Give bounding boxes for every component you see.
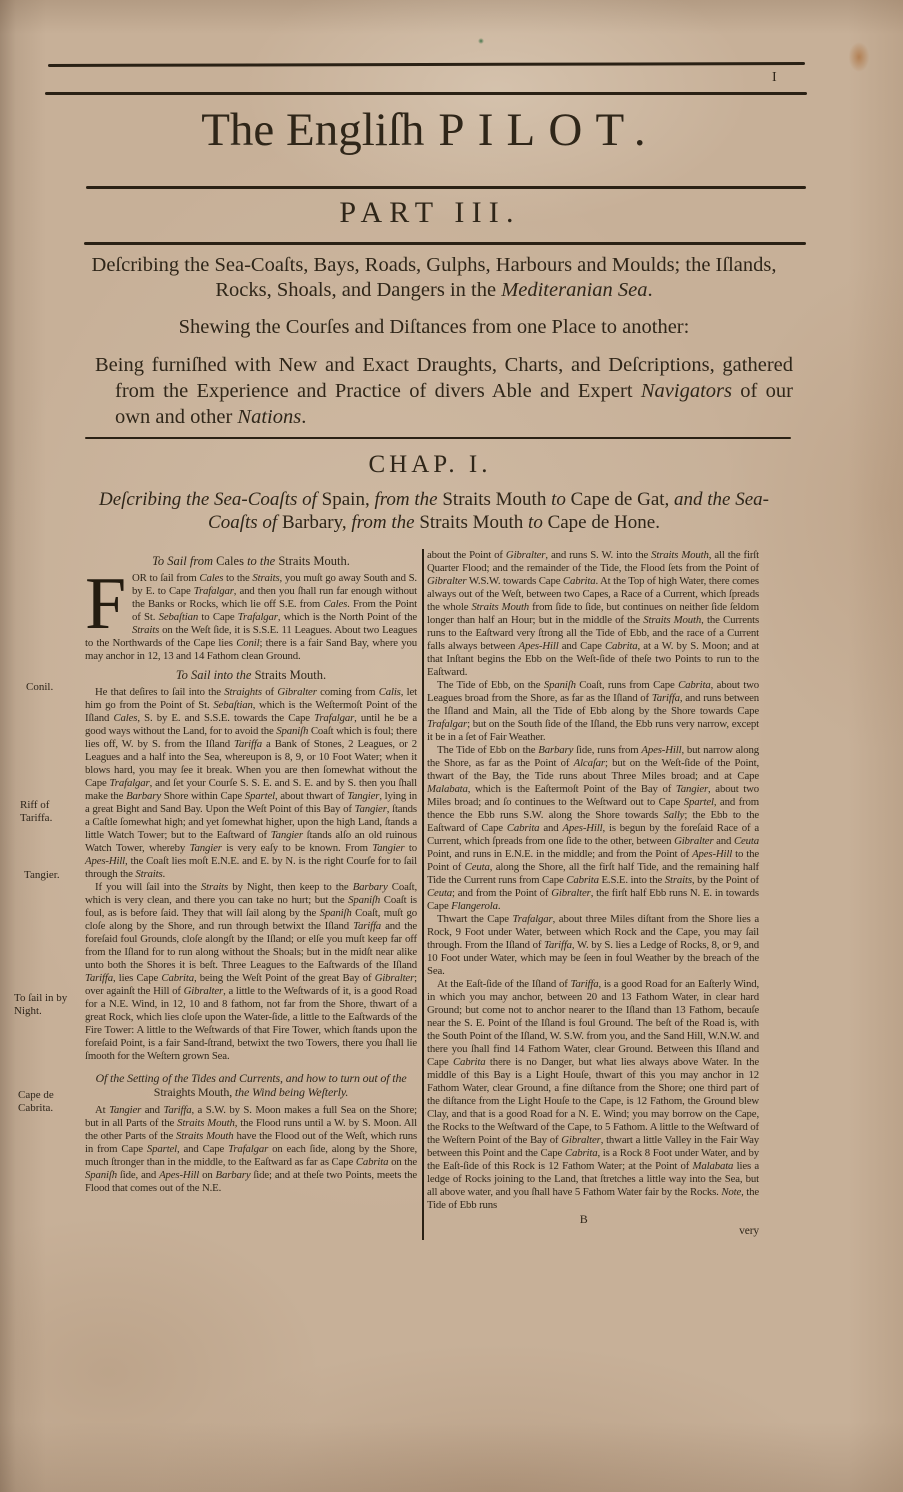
- part-heading: PART III.: [339, 196, 521, 229]
- margin-note-cape-de-cabrita: Cape de Cabrita.: [18, 1089, 54, 1114]
- margin-note-riff-of-tariffa: Riff of Tariffa.: [20, 799, 53, 824]
- column-divider-rule: [422, 549, 424, 1240]
- section-heading-tides-currents: Of the Setting of the Tides and Currents, and how to turn out of the Straights Mouth, the Wind being Weſterly.: [95, 1071, 407, 1099]
- text-columns: [85, 549, 759, 1240]
- paragraph-east-side-tariffa: At the Eaſt-ſide of the Iſland of Tariffa, is a good Road for an Eaſterly Wind, in which you may anchor, between 20 and 13 Fathom Water, in clear hard Ground; but come not to anchor nearer to the Iſland than 13 Fathom, becauſe near the S. E. Point of the Iſland is foul Ground. The beſt of the Road is, with the South Point of the Iſland, W. S.W. from you, and the Sand Hill, W.N.W. and there you ſhall find 14 Fathom Water, clear Ground. Between this Iſland and Cape Cabrita there is no Danger, but what lies always above Water. In the middle of this Bay is a Light Houſe, thwart of this you may anchor in 12 Fathom Water, clear Ground, a fine diſtance from the Shore; one third part of the diſtance from the Light Houſe to the Cape, is 12 Fathom, the Ground blew Clay, and that is a good Road for a N. E. Wind; you may borrow on the Cape, the Rocks to the Weſtward of the Cape, to 5 Fathom. A little to the Weſtward of the Weſtern Point of the Bay of Gibralter, thwart a little Valley in the Fair Way between this Point and the Cape Cabrita, is a Rock 8 Foot under Water, and by the Eaſt-ſide of this Rock is 12 Fathom Water; at the Point of Malabata lies a ledge of Rocks joining to the Land, that ſtretches a little way into the Sea, but all above water, and you ſhall have 5 Fathom Water fair by the Rocks. Note, the Tide of Ebb runs: [427, 978, 760, 1211]
- head-rule-bottom: [45, 92, 807, 95]
- head-rule-top: [48, 62, 805, 67]
- chapter-divider-rule: [85, 437, 791, 439]
- subtitle-being-furnished: Being furniſhed with New and Exact Draughts, Charts, and Deſcriptions, gathered from the Experience and Practice of divers Able and Expert Navigators of our own and other Nations.: [95, 354, 793, 428]
- paragraph-tide-ebb-spanish: The Tide of Ebb, on the Spaniſh Coaſt, runs from Cape Cabrita, about two Leagues broad from the Shore, as far as the Iſland of Tariffa, and runs between the Iſland and Main, all the Tide of Ebb along by the Shore towards Cape Trafalgar; but on the South ſide of the Iſland, the Ebb runs very narrow, except it be in a ſet of Fair Weather.: [427, 679, 760, 743]
- paragraph-tangier-tariffa-moon: At Tangier and Tariffa, a S.W. by S. Moon makes a full Sea on the Shore; but in all Parts of the Straits Mouth, the Flood runs until a W. by S. Moon. All the other Parts of the Straits Mouth have the Flood out of the Weſt, which runs in from Cape Spartel, and Cape Trafalgar on each ſide, along by the Shore, much ſtronger than in the middle, to the Eaſtward as far as Cape Cabrita on the Spaniſh ſide, and Apes-Hill on Barbary ſide; and at theſe two Points, meets the Flood that comes out of the N.E.: [85, 1104, 418, 1194]
- signature-mark: B: [579, 1212, 588, 1226]
- drop-cap: F: [85, 563, 127, 645]
- subtitle-shewing: Shewing the Courſes and Diſtances from one Place to another:: [178, 316, 690, 338]
- section-heading-sail-into-straits: To Sail into the Straits Mouth.: [175, 668, 327, 682]
- book-title: [85, 103, 775, 157]
- paragraph-tide-ebb-barbary: The Tide of Ebb on the Barbary ſide, runs from Apes-Hill, but narrow along the Shore, as far as the Point of Alcaſar; but on the Weſt-ſide of the Point, thwart of the Bay, the Tide runs about Three Miles broad; and at Cape Malabata, which is the Eaſtermoſt Point of the Bay of Tangier, about two Miles broad; and ſo continues to the Weſtward out to Cape Spartel, and from thence the Ebb runs S.W. along the Shore towards Sally; the Ebb to the Eaſtward of Cape Cabrita and Apes-Hill, is begun by the foreſaid Race of a Current, which ſpreads from one ſide to the other, between Gibralter and Ceuta Point, and runs in E.N.E. in the middle; and from the Point of Apes-Hill to the Point of Ceuta, along the Shore, all the firſt half Tide, and the remaining half Tide the Current runs from Cape Cabrita E.S.E. into the Straits, by the Point of Ceuta; and from the Point of Gibralter, the firſt half Ebb runs N. E. in towards Cape Flangerola.: [427, 744, 759, 912]
- margin-note-conil: Conil.: [26, 681, 54, 693]
- paragraph-thwart-cape-trafalgar: Thwart the Cape Trafalgar, about three Miles diſtant from the Shore lies a Rock, 9 Foot under Water, between which Rock and the Cape, you may ſail through. From the Iſland of Tariffa, W. by S. lies a Ledge of Rocks, 8, or 9, and 10 Foot under Water, which may be ſeen in foul Weather by the breach of the Sea.: [427, 913, 759, 977]
- margin-note-tangier: Tangier.: [24, 869, 60, 881]
- right-column: [427, 549, 759, 1240]
- margin-note-sail-by-night: To ſail in by Night.: [14, 992, 68, 1017]
- book-title-caps: PILOT.: [438, 104, 659, 156]
- paragraph-sail-from-cales-text: OR to ſail from Cales to the Straits, you muſt go away South and S. by E. to Cape Trafalgar, and then you ſhall run far enough without the Banks or Rocks, which lie off S.E. from Cales. From the Point of St. Sebaſtian to Cape Trafalgar, which is the North Point of the Straits on the Weſt ſide, it is S.S.E. 11 Leagues. About two Leagues to the Northwards of the Cape lies Conil; there is a fair Sand Bay, where you may anchor in 12, 13 and 14 Fathom clean Ground.: [85, 572, 417, 662]
- part-divider-rule: [84, 242, 806, 245]
- left-column: [85, 549, 417, 1240]
- paragraph-sail-by-night: If you will ſail into the Straits by Night, then keep to the Barbary Coaſt, which is very clean, and there you can take no hurt; but the Spaniſh Coaſt is foul, as is before ſaid. They that will ſail along by the Spaniſh Coaſt, muſt go cloſe along by the Shore, and run through betwixt the Iſland Tariffa and the foreſaid foul Grounds, cloſe alongſt by the Iſland; or elſe you muſt keep far off from the Iſland for to run along without the Shoals; but in the midſt near alike unto both the Shores it is beſt. Three Leagues to the Eaſtwards of the Iſland Tariffa, lies Cape Cabrita, being the Weſt Point of the great Bay of Gibralter; over againſt the Hill of Gibralter, a little to the Weſtwards of it, is a good Road for a N.E. Wind, in 12, 10 and 8 fathom, not far from the Shore, thwart of a great Rock, which lies cloſe upon the Water-ſide, a little to the Eaſtwards of the Fire Tower: A little to the Weſtwards of that Fire Tower, which ſtands upon the foreſaid Point, is a fair Sand-ſtrand, betwixt the two Towers, there you ſhall lie ſmooth for the Weſtern grown Sea.: [85, 881, 417, 1062]
- paragraph-about-point-gibralter: about the Point of Gibralter, and runs S. W. into the Straits Mouth, all the firſt Quarter Flood; and the remainder of the Tide, the Flood ſets from the Point of Gibralter W.S.W. towards Cape Cabrita. At the Top of high Water, there comes always out of the Weſt, between two Capes, a Race of a Current, which ſpreads the whole Straits Mouth from ſide to ſide, but continues on neither ſide ſeldom longer than half an Hour; but in the middle of the Straits Mouth, the Currents runs to the Eaſtward very ſtrong all the Tide of Ebb, and the race of a Current falls always between Apes-Hill and Cape Cabrita, at a W. by S. Moon; and at that Inſtant begins the Ebb on the Weſt-ſide of theſe two Points to run to the Eaſtward.: [427, 549, 760, 678]
- section-heading-sail-from-cales: To Sail from Cales to the Straits Mouth.: [152, 554, 350, 568]
- footer-row: [427, 1212, 759, 1240]
- paragraph-he-that-desires: He that deſires to ſail into the Straights of Gibralter coming from Calis, let him go from the Point of St. Sebaſtian, which is the Weſtermoſt Point of the Iſland Cales, S. by E. and S.S.E. towards the Cape Trafalgar, until he be a good ways without the Land, for to avoid the Spaniſh Coaſt which is foul; there lies off, W. by S. from the Iſland Tariffa a Bank of Stones, 2 Leagues, or 2 Leagues and a half into the Sea, whereupon is 8, 9, or 10 Foot Water; when it blows hard, you may ſee it break. When you are then ſomewhat without the Cape Trafalgar, and ſet your Courſe S. S. E. and S. E. and by S. then you ſhall make the Barbary Shore within Cape Spartel, about thwart of Tangier, lying in a great Bight and Sand Bay. Upon the Weſt Point of this Bay of Tangier, ſtands a Caſtle ſomewhat high; and yet ſomewhat higher, upon the high Land, ſtands a little Watch Tower; but to the Eaſtward of Tangier ſtands alſo an old ruinous Watch Tower, whereby Tangier is very eaſy to be known. From Tangier to Apes-Hill, the Coaſt lies moſt E.N.E. and E. by N. is the right Courſe for to ſail through the Straits.: [85, 686, 417, 880]
- chapter-subtitle: Deſcribing the Sea-Coaſts of Spain, from the Straits Mouth to Cape de Gat, and the Sea-Coaſts of Barbary, from the Straits Mouth to Cape de Hone.: [98, 489, 770, 533]
- book-title-regular: The Engliſh: [201, 104, 425, 156]
- page-number: I: [772, 70, 778, 85]
- chapter-heading: CHAP. I.: [368, 451, 492, 478]
- title-divider-rule: [86, 186, 806, 189]
- catchword: very: [739, 1225, 759, 1237]
- subtitle-describing: Deſcribing the Sea-Coaſts, Bays, Roads, Gulphs, Harbours and Moulds; the Iſlands, Rocks, Shoals, and Dangers in the Mediteranian Sea.: [91, 254, 777, 301]
- paragraph-sail-from-cales: [85, 563, 417, 663]
